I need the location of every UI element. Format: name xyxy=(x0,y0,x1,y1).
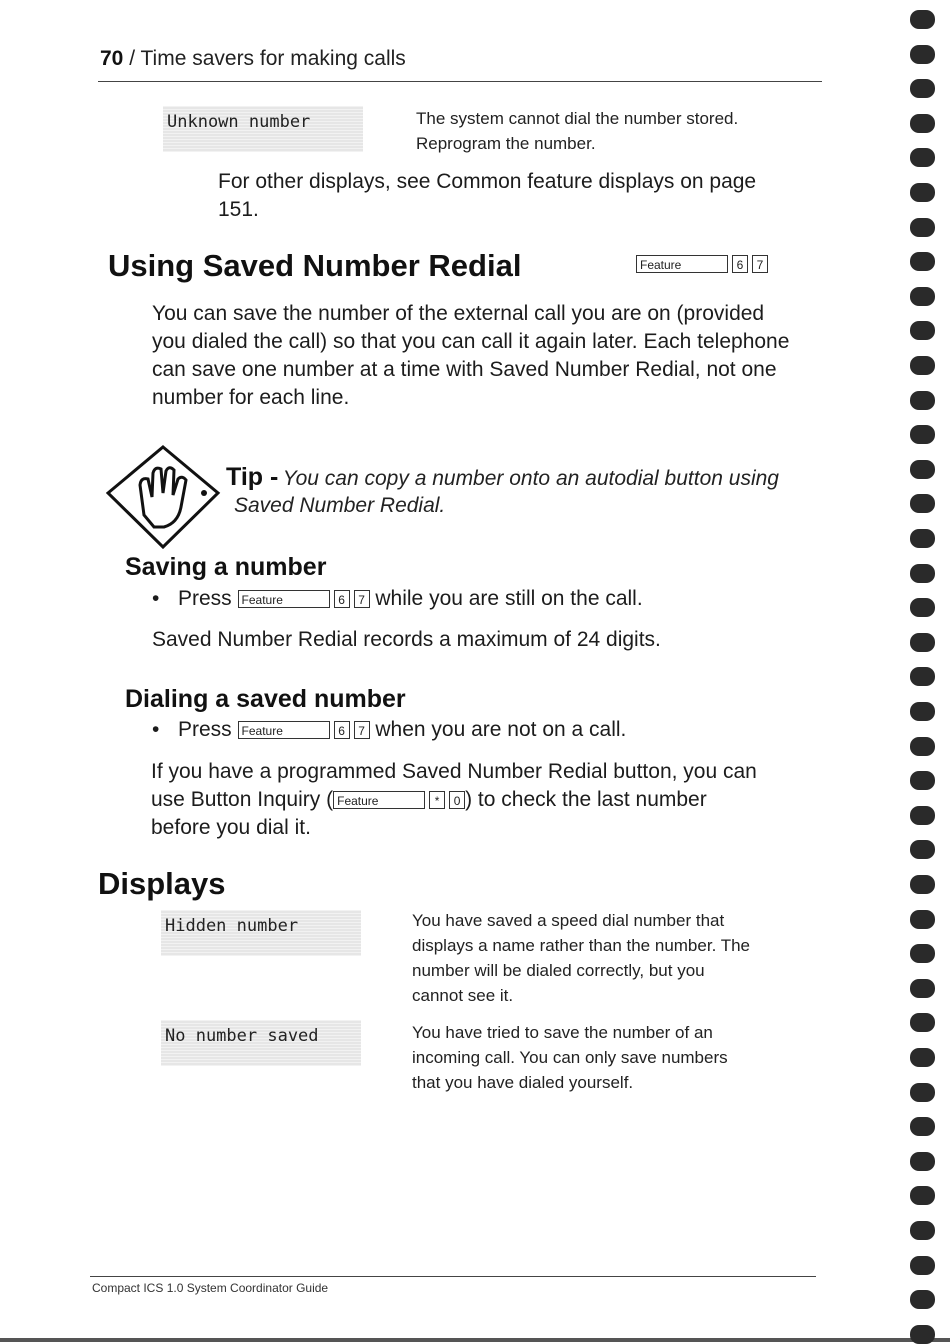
spiral-ring xyxy=(910,252,935,271)
spiral-ring xyxy=(910,460,935,479)
spiral-ring xyxy=(910,1152,935,1171)
spiral-ring xyxy=(910,875,935,894)
spiral-ring xyxy=(910,529,935,548)
spiral-ring xyxy=(910,1186,935,1205)
hidden-number-description xyxy=(412,908,750,1008)
spiral-ring xyxy=(910,1290,935,1309)
spiral-ring xyxy=(910,1325,935,1344)
key-6: 6 xyxy=(334,721,350,739)
page-header xyxy=(100,47,406,71)
spiral-ring xyxy=(910,321,935,340)
footer-text: Compact ICS 1.0 System Coordinator Guide xyxy=(92,1281,329,1295)
feature-key: Feature xyxy=(238,721,330,739)
dialing-line-3: before you dial it. xyxy=(151,816,311,839)
header-title: Time savers for making calls xyxy=(140,47,406,70)
section1-line-1: You can save the number of the external call you are on (provided xyxy=(152,302,765,325)
spiral-ring xyxy=(910,1083,935,1102)
spiral-ring xyxy=(910,1221,935,1240)
other-displays-line-1: For other displays, see Common feature displays on page xyxy=(218,170,757,193)
tip-line-1: You can copy a number onto an autodial button using xyxy=(282,467,779,490)
key-7: 7 xyxy=(752,255,768,273)
dialing-line-2 xyxy=(151,786,757,814)
spiral-ring xyxy=(910,737,935,756)
dialing-line-2-pre: use Button Inquiry ( xyxy=(151,788,334,811)
spiral-ring xyxy=(910,979,935,998)
spiral-ring xyxy=(910,910,935,929)
no-number-line-1: You have tried to save the number of an xyxy=(412,1023,713,1042)
section1-line-3: can save one number at a time with Saved Number Redial, not one xyxy=(152,358,777,381)
header-separator: / xyxy=(123,47,141,70)
spiral-ring xyxy=(910,1013,935,1032)
tip-label: Tip - xyxy=(226,463,279,491)
spiral-ring xyxy=(910,1256,935,1275)
dialing-line-1: If you have a programmed Saved Number Redial button, you can xyxy=(151,760,757,783)
section-title-saved-number-redial: Using Saved Number Redial xyxy=(108,248,522,283)
saving-step xyxy=(152,585,643,613)
key-7: 7 xyxy=(354,590,370,608)
key-star: * xyxy=(429,791,445,809)
spiral-ring xyxy=(910,494,935,513)
feature-key: Feature xyxy=(238,590,330,608)
spiral-ring xyxy=(910,564,935,583)
spiral-ring xyxy=(910,45,935,64)
feature-key: Feature xyxy=(333,791,425,809)
tip-hand-icon xyxy=(106,445,221,550)
spiral-ring xyxy=(910,287,935,306)
feature-key: Feature xyxy=(636,255,728,273)
hidden-line-4: cannot see it. xyxy=(412,986,514,1005)
dialing-step xyxy=(152,716,626,744)
display-unknown-number: Unknown number xyxy=(163,106,363,152)
dialing-title: Dialing a saved number xyxy=(125,685,406,713)
page-number: 70 xyxy=(100,47,124,70)
other-displays-text xyxy=(218,168,756,224)
spiral-ring xyxy=(910,148,935,167)
unknown-description xyxy=(416,106,738,156)
spiral-ring xyxy=(910,598,935,617)
spiral-ring xyxy=(910,840,935,859)
footer-rule xyxy=(90,1276,816,1277)
hidden-line-1: You have saved a speed dial number that xyxy=(412,911,725,930)
spiral-ring xyxy=(910,1117,935,1136)
other-displays-line-2: 151. xyxy=(218,198,259,221)
tip-block xyxy=(226,463,779,492)
dialing-step-text: when you are not on a call. xyxy=(375,718,627,741)
bottom-edge xyxy=(0,1338,950,1342)
spiral-ring xyxy=(910,356,935,375)
section1-line-2: you dialed the call) so that you can call it again later. Each telephone xyxy=(152,330,790,353)
press-label: Press xyxy=(178,587,232,610)
spiral-ring xyxy=(910,425,935,444)
spiral-ring xyxy=(910,944,935,963)
display-hidden-number: Hidden number xyxy=(161,910,361,956)
spiral-ring xyxy=(910,1048,935,1067)
spiral-binding xyxy=(905,0,945,1344)
display-no-number-saved: No number saved xyxy=(161,1020,361,1066)
key-0: 0 xyxy=(449,791,465,809)
dialing-line-2-post: ) to check the last number xyxy=(465,788,707,811)
displays-title: Displays xyxy=(98,866,226,901)
hidden-line-3: number will be dialed correctly, but you xyxy=(412,961,705,980)
spiral-ring xyxy=(910,114,935,133)
section1-paragraph xyxy=(152,300,789,412)
spiral-ring xyxy=(910,183,935,202)
spiral-ring xyxy=(910,771,935,790)
key-6: 6 xyxy=(732,255,748,273)
saving-note: Saved Number Redial records a maximum of 24 digits. xyxy=(152,628,661,651)
bullet: • xyxy=(152,587,160,610)
spiral-ring xyxy=(910,218,935,237)
section-feature-keys xyxy=(636,255,768,273)
key-6: 6 xyxy=(334,590,350,608)
spiral-ring xyxy=(910,806,935,825)
spiral-ring xyxy=(910,702,935,721)
spiral-ring xyxy=(910,667,935,686)
unknown-line-2: Reprogram the number. xyxy=(416,134,596,153)
dialing-paragraph xyxy=(151,758,757,842)
no-number-saved-description xyxy=(412,1020,728,1095)
section1-line-4: number for each line. xyxy=(152,386,350,409)
no-number-line-2: incoming call. You can only save numbers xyxy=(412,1048,728,1067)
bullet: • xyxy=(152,718,160,741)
tip-line-2: Saved Number Redial. xyxy=(234,494,446,517)
spiral-ring xyxy=(910,633,935,652)
unknown-line-1: The system cannot dial the number stored. xyxy=(416,109,739,128)
header-rule xyxy=(98,81,822,82)
press-label: Press xyxy=(178,718,232,741)
spiral-ring xyxy=(910,391,935,410)
hidden-line-2: displays a name rather than the number. The xyxy=(412,936,750,955)
spiral-ring xyxy=(910,10,935,29)
saving-title: Saving a number xyxy=(125,553,327,581)
spiral-ring xyxy=(910,79,935,98)
saving-step-text: while you are still on the call. xyxy=(375,587,643,610)
no-number-line-3: that you have dialed yourself. xyxy=(412,1073,634,1092)
key-7: 7 xyxy=(354,721,370,739)
